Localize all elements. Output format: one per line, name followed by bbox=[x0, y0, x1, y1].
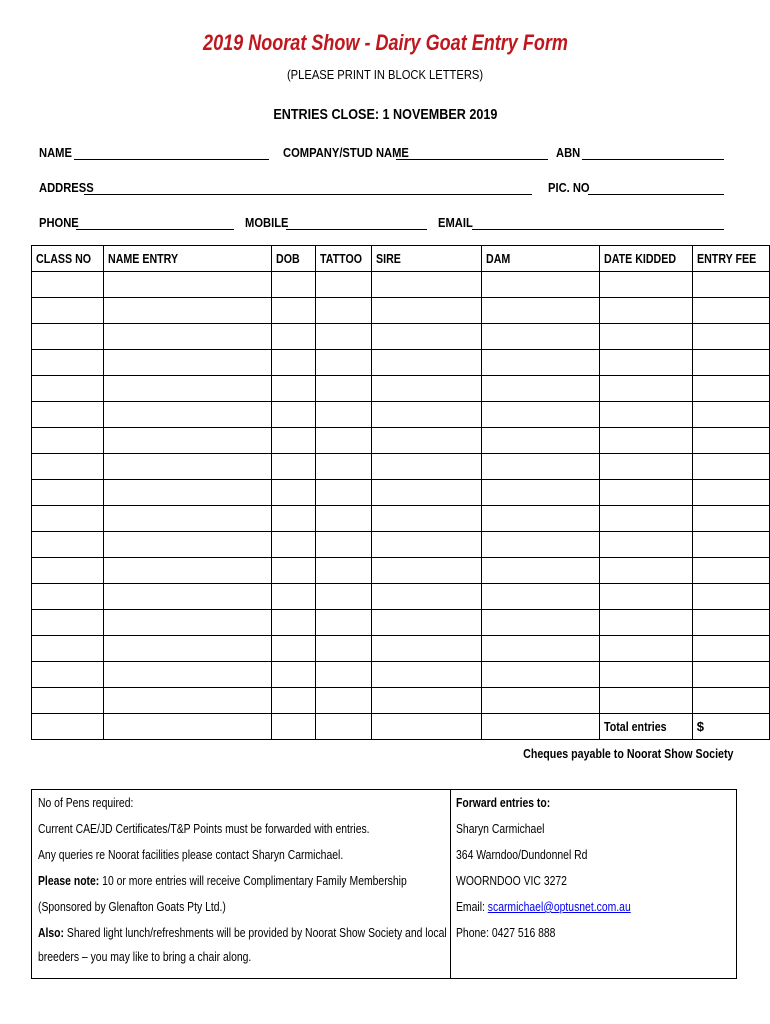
entry-cell[interactable] bbox=[316, 350, 372, 376]
entry-cell[interactable] bbox=[372, 454, 481, 480]
entry-cell[interactable] bbox=[316, 584, 372, 610]
entry-cell[interactable] bbox=[599, 402, 692, 428]
entry-cell[interactable] bbox=[271, 376, 315, 402]
entry-cell[interactable] bbox=[316, 532, 372, 558]
entry-cell[interactable] bbox=[481, 714, 599, 740]
contact-name: Sharyn Carmichael bbox=[456, 821, 545, 836]
entry-cell[interactable] bbox=[692, 428, 769, 454]
entry-cell[interactable] bbox=[316, 688, 372, 714]
entry-cell[interactable] bbox=[372, 714, 481, 740]
table-row bbox=[32, 636, 770, 662]
entry-cell[interactable] bbox=[104, 480, 272, 506]
entry-cell[interactable] bbox=[316, 506, 372, 532]
name-field[interactable] bbox=[74, 145, 269, 160]
entry-cell[interactable] bbox=[372, 532, 481, 558]
table-row bbox=[32, 532, 770, 558]
entry-cell[interactable] bbox=[692, 480, 769, 506]
entry-cell[interactable] bbox=[316, 272, 372, 298]
entry-cell[interactable] bbox=[372, 324, 481, 350]
address-label: ADDRESS bbox=[39, 180, 94, 195]
note-text: 10 or more entries will receive Complimentary Family Membership bbox=[99, 873, 407, 888]
entry-cell[interactable] bbox=[316, 610, 372, 636]
entry-cell[interactable] bbox=[104, 558, 272, 584]
entry-cell[interactable] bbox=[692, 376, 769, 402]
entry-cell[interactable] bbox=[372, 350, 481, 376]
entry-cell[interactable] bbox=[692, 324, 769, 350]
entry-cell[interactable] bbox=[481, 636, 599, 662]
entry-cell[interactable] bbox=[104, 714, 272, 740]
entry-cell[interactable] bbox=[316, 480, 372, 506]
entry-cell[interactable] bbox=[104, 506, 272, 532]
entries-close-heading: ENTRIES CLOSE: 1 NOVEMBER 2019 bbox=[272, 106, 498, 123]
contact-phone: Phone: 0427 516 888 bbox=[456, 925, 556, 940]
entry-cell[interactable] bbox=[271, 298, 315, 324]
table-row bbox=[32, 272, 770, 298]
entry-cell[interactable] bbox=[692, 584, 769, 610]
entry-cell[interactable] bbox=[372, 402, 481, 428]
total-row bbox=[32, 714, 770, 740]
entry-cell[interactable] bbox=[599, 428, 692, 454]
entry-cell[interactable] bbox=[271, 480, 315, 506]
entry-cell[interactable] bbox=[372, 688, 481, 714]
entry-cell[interactable] bbox=[692, 688, 769, 714]
entry-cell[interactable] bbox=[599, 324, 692, 350]
col-tattoo: TATTOO bbox=[316, 246, 372, 272]
entry-cell[interactable] bbox=[32, 454, 104, 480]
entry-cell[interactable] bbox=[372, 662, 481, 688]
company-field[interactable] bbox=[396, 145, 548, 160]
entry-cell[interactable] bbox=[32, 428, 104, 454]
phone-field[interactable] bbox=[76, 215, 234, 230]
entry-cell[interactable] bbox=[271, 402, 315, 428]
entry-cell[interactable] bbox=[104, 532, 272, 558]
entry-cell[interactable] bbox=[32, 688, 104, 714]
contact-email-link[interactable]: scarmichael@optusnet.com.au bbox=[487, 899, 631, 914]
entry-cell[interactable] bbox=[372, 298, 481, 324]
entry-cell[interactable] bbox=[692, 402, 769, 428]
entry-cell[interactable] bbox=[481, 272, 599, 298]
entry-cell[interactable] bbox=[32, 714, 104, 740]
certificates-line: Current CAE/JD Certificates/T&P Points must be forwarded with entries. bbox=[38, 821, 370, 836]
entry-cell[interactable] bbox=[599, 636, 692, 662]
table-row bbox=[32, 480, 770, 506]
table-row bbox=[32, 324, 770, 350]
col-entry-fee: ENTRY FEE bbox=[692, 246, 769, 272]
entry-cell[interactable] bbox=[316, 454, 372, 480]
contact-email-line bbox=[456, 899, 674, 914]
company-label: COMPANY/STUD NAME bbox=[283, 145, 409, 160]
entry-cell[interactable] bbox=[32, 272, 104, 298]
entry-cell[interactable] bbox=[271, 506, 315, 532]
table-row bbox=[32, 610, 770, 636]
col-dob: DOB bbox=[271, 246, 315, 272]
entry-cell[interactable] bbox=[599, 272, 692, 298]
sponsor-line: (Sponsored by Glenafton Goats Pty Ltd.) bbox=[38, 899, 226, 914]
mobile-label: MOBILE bbox=[245, 215, 289, 230]
entry-cell[interactable] bbox=[32, 402, 104, 428]
entry-cell[interactable] bbox=[599, 376, 692, 402]
entry-cell[interactable] bbox=[316, 402, 372, 428]
entry-cell[interactable] bbox=[316, 324, 372, 350]
entry-cell[interactable] bbox=[316, 558, 372, 584]
name-label: NAME bbox=[39, 145, 72, 160]
email-label: EMAIL bbox=[438, 215, 473, 230]
email-label-text: Email: bbox=[456, 899, 488, 914]
note-line bbox=[38, 873, 499, 888]
also-line-2: breeders – you may like to bring a chair along. bbox=[38, 949, 252, 964]
entry-cell[interactable] bbox=[32, 532, 104, 558]
entry-cell[interactable] bbox=[599, 688, 692, 714]
entry-cell[interactable] bbox=[316, 636, 372, 662]
entry-cell[interactable] bbox=[32, 324, 104, 350]
entry-cell[interactable] bbox=[32, 636, 104, 662]
entry-cell[interactable] bbox=[316, 376, 372, 402]
entry-cell[interactable] bbox=[481, 428, 599, 454]
entry-cell[interactable] bbox=[271, 636, 315, 662]
entry-cell[interactable] bbox=[481, 610, 599, 636]
entry-cell[interactable] bbox=[104, 662, 272, 688]
entry-cell[interactable] bbox=[271, 272, 315, 298]
entry-cell[interactable] bbox=[372, 610, 481, 636]
pens-line: No of Pens required: bbox=[38, 795, 134, 810]
entry-cell[interactable] bbox=[599, 298, 692, 324]
entry-cell[interactable] bbox=[372, 480, 481, 506]
entry-cell[interactable] bbox=[599, 584, 692, 610]
table-header bbox=[32, 246, 770, 272]
entry-cell[interactable] bbox=[271, 350, 315, 376]
entry-cell[interactable] bbox=[271, 428, 315, 454]
entry-cell[interactable] bbox=[372, 584, 481, 610]
entry-cell[interactable] bbox=[271, 610, 315, 636]
entry-cell[interactable] bbox=[481, 376, 599, 402]
entry-cell[interactable] bbox=[32, 298, 104, 324]
entry-cell[interactable] bbox=[32, 610, 104, 636]
entry-cell[interactable] bbox=[271, 688, 315, 714]
col-sire: SIRE bbox=[372, 246, 481, 272]
entry-cell[interactable] bbox=[271, 324, 315, 350]
entry-cell[interactable] bbox=[481, 584, 599, 610]
entry-cell[interactable] bbox=[32, 376, 104, 402]
entries-table bbox=[31, 245, 770, 740]
entry-cell[interactable] bbox=[481, 480, 599, 506]
table-row bbox=[32, 376, 770, 402]
entry-cell[interactable] bbox=[481, 506, 599, 532]
table-row bbox=[32, 350, 770, 376]
form-title: 2019 Noorat Show - Dairy Goat Entry Form bbox=[202, 30, 568, 55]
entry-cell[interactable] bbox=[599, 610, 692, 636]
col-name-entry: NAME ENTRY bbox=[104, 246, 272, 272]
entry-cell[interactable] bbox=[692, 610, 769, 636]
entry-cell[interactable] bbox=[104, 428, 272, 454]
table-row bbox=[32, 454, 770, 480]
entry-cell[interactable] bbox=[104, 610, 272, 636]
entry-cell[interactable] bbox=[32, 350, 104, 376]
entry-cell[interactable] bbox=[104, 454, 272, 480]
contact-address-2: WOORNDOO VIC 3272 bbox=[456, 873, 567, 888]
mobile-field[interactable] bbox=[286, 215, 427, 230]
contact-address-1: 364 Warndoo/Dundonnel Rd bbox=[456, 847, 588, 862]
entry-cell[interactable] bbox=[692, 272, 769, 298]
total-fee-cell[interactable]: $ bbox=[692, 714, 769, 740]
entry-cell[interactable] bbox=[481, 298, 599, 324]
form-subtitle: (PLEASE PRINT IN BLOCK LETTERS) bbox=[286, 67, 484, 82]
entry-cell[interactable] bbox=[692, 558, 769, 584]
table-row bbox=[32, 428, 770, 454]
entry-cell[interactable] bbox=[104, 376, 272, 402]
note-label: Please note: bbox=[38, 873, 100, 888]
entry-cell[interactable] bbox=[104, 324, 272, 350]
entry-cell[interactable] bbox=[481, 324, 599, 350]
abn-field[interactable] bbox=[582, 145, 724, 160]
entry-cell[interactable] bbox=[32, 558, 104, 584]
entry-cell[interactable] bbox=[104, 688, 272, 714]
entry-cell[interactable] bbox=[32, 584, 104, 610]
table-row bbox=[32, 506, 770, 532]
entry-cell[interactable] bbox=[271, 584, 315, 610]
table-row bbox=[32, 584, 770, 610]
address-field[interactable] bbox=[84, 180, 532, 195]
entry-cell[interactable] bbox=[104, 402, 272, 428]
entry-cell[interactable] bbox=[372, 376, 481, 402]
col-class-no: CLASS NO bbox=[32, 246, 104, 272]
entry-cell[interactable] bbox=[481, 532, 599, 558]
entry-cell[interactable] bbox=[271, 454, 315, 480]
entry-cell[interactable] bbox=[271, 714, 315, 740]
entry-cell[interactable] bbox=[481, 454, 599, 480]
entry-cell[interactable] bbox=[316, 662, 372, 688]
table-row bbox=[32, 688, 770, 714]
entry-cell[interactable] bbox=[104, 636, 272, 662]
email-field[interactable] bbox=[472, 215, 724, 230]
entry-cell[interactable] bbox=[481, 558, 599, 584]
entry-cell[interactable] bbox=[104, 298, 272, 324]
entry-cell[interactable] bbox=[32, 506, 104, 532]
also-label: Also: bbox=[38, 925, 64, 940]
entry-cell[interactable] bbox=[692, 298, 769, 324]
forward-heading: Forward entries to: bbox=[456, 795, 551, 810]
cheques-note: Cheques payable to Noorat Show Society bbox=[522, 746, 733, 761]
entry-cell[interactable] bbox=[599, 350, 692, 376]
entry-cell[interactable] bbox=[692, 454, 769, 480]
entry-cell[interactable] bbox=[316, 298, 372, 324]
entry-cell[interactable] bbox=[692, 662, 769, 688]
table-row bbox=[32, 402, 770, 428]
table-row bbox=[32, 298, 770, 324]
entry-cell[interactable] bbox=[32, 480, 104, 506]
entry-cell[interactable] bbox=[104, 350, 272, 376]
entry-cell[interactable] bbox=[316, 428, 372, 454]
entry-cell[interactable] bbox=[599, 532, 692, 558]
table-row bbox=[32, 662, 770, 688]
entry-cell[interactable] bbox=[316, 714, 372, 740]
queries-line: Any queries re Noorat facilities please contact Sharyn Carmichael. bbox=[38, 847, 344, 862]
entry-cell[interactable] bbox=[599, 506, 692, 532]
entry-cell[interactable] bbox=[372, 272, 481, 298]
pic-label: PIC. NO bbox=[548, 180, 590, 195]
col-date-kidded: DATE KIDDED bbox=[599, 246, 692, 272]
entry-cell[interactable] bbox=[271, 532, 315, 558]
entry-cell[interactable] bbox=[481, 662, 599, 688]
entry-cell[interactable] bbox=[104, 584, 272, 610]
entry-cell[interactable] bbox=[372, 558, 481, 584]
entry-cell[interactable] bbox=[271, 558, 315, 584]
total-entries-label: Total entries bbox=[599, 714, 692, 740]
entry-cell[interactable] bbox=[372, 506, 481, 532]
entry-cell[interactable] bbox=[104, 272, 272, 298]
entry-cell[interactable] bbox=[372, 428, 481, 454]
pic-field[interactable] bbox=[588, 180, 724, 195]
entry-cell[interactable] bbox=[599, 558, 692, 584]
info-box bbox=[31, 789, 737, 979]
entry-cell[interactable] bbox=[599, 454, 692, 480]
entry-cell[interactable] bbox=[692, 350, 769, 376]
entry-cell[interactable] bbox=[481, 402, 599, 428]
abn-label: ABN bbox=[556, 145, 581, 160]
col-dam: DAM bbox=[481, 246, 599, 272]
entry-cell[interactable] bbox=[599, 480, 692, 506]
phone-label: PHONE bbox=[39, 215, 79, 230]
entry-cell[interactable] bbox=[599, 662, 692, 688]
entry-cell[interactable] bbox=[481, 688, 599, 714]
entry-cell[interactable] bbox=[692, 532, 769, 558]
table-row bbox=[32, 558, 770, 584]
also-text: Shared light lunch/refreshments will be provided by Noorat Show Society and local bbox=[64, 925, 447, 940]
entry-cell[interactable] bbox=[692, 636, 769, 662]
entry-cell[interactable] bbox=[32, 662, 104, 688]
entry-cell[interactable] bbox=[372, 636, 481, 662]
entry-cell[interactable] bbox=[271, 662, 315, 688]
entry-cell[interactable] bbox=[481, 350, 599, 376]
entry-cell[interactable] bbox=[692, 506, 769, 532]
